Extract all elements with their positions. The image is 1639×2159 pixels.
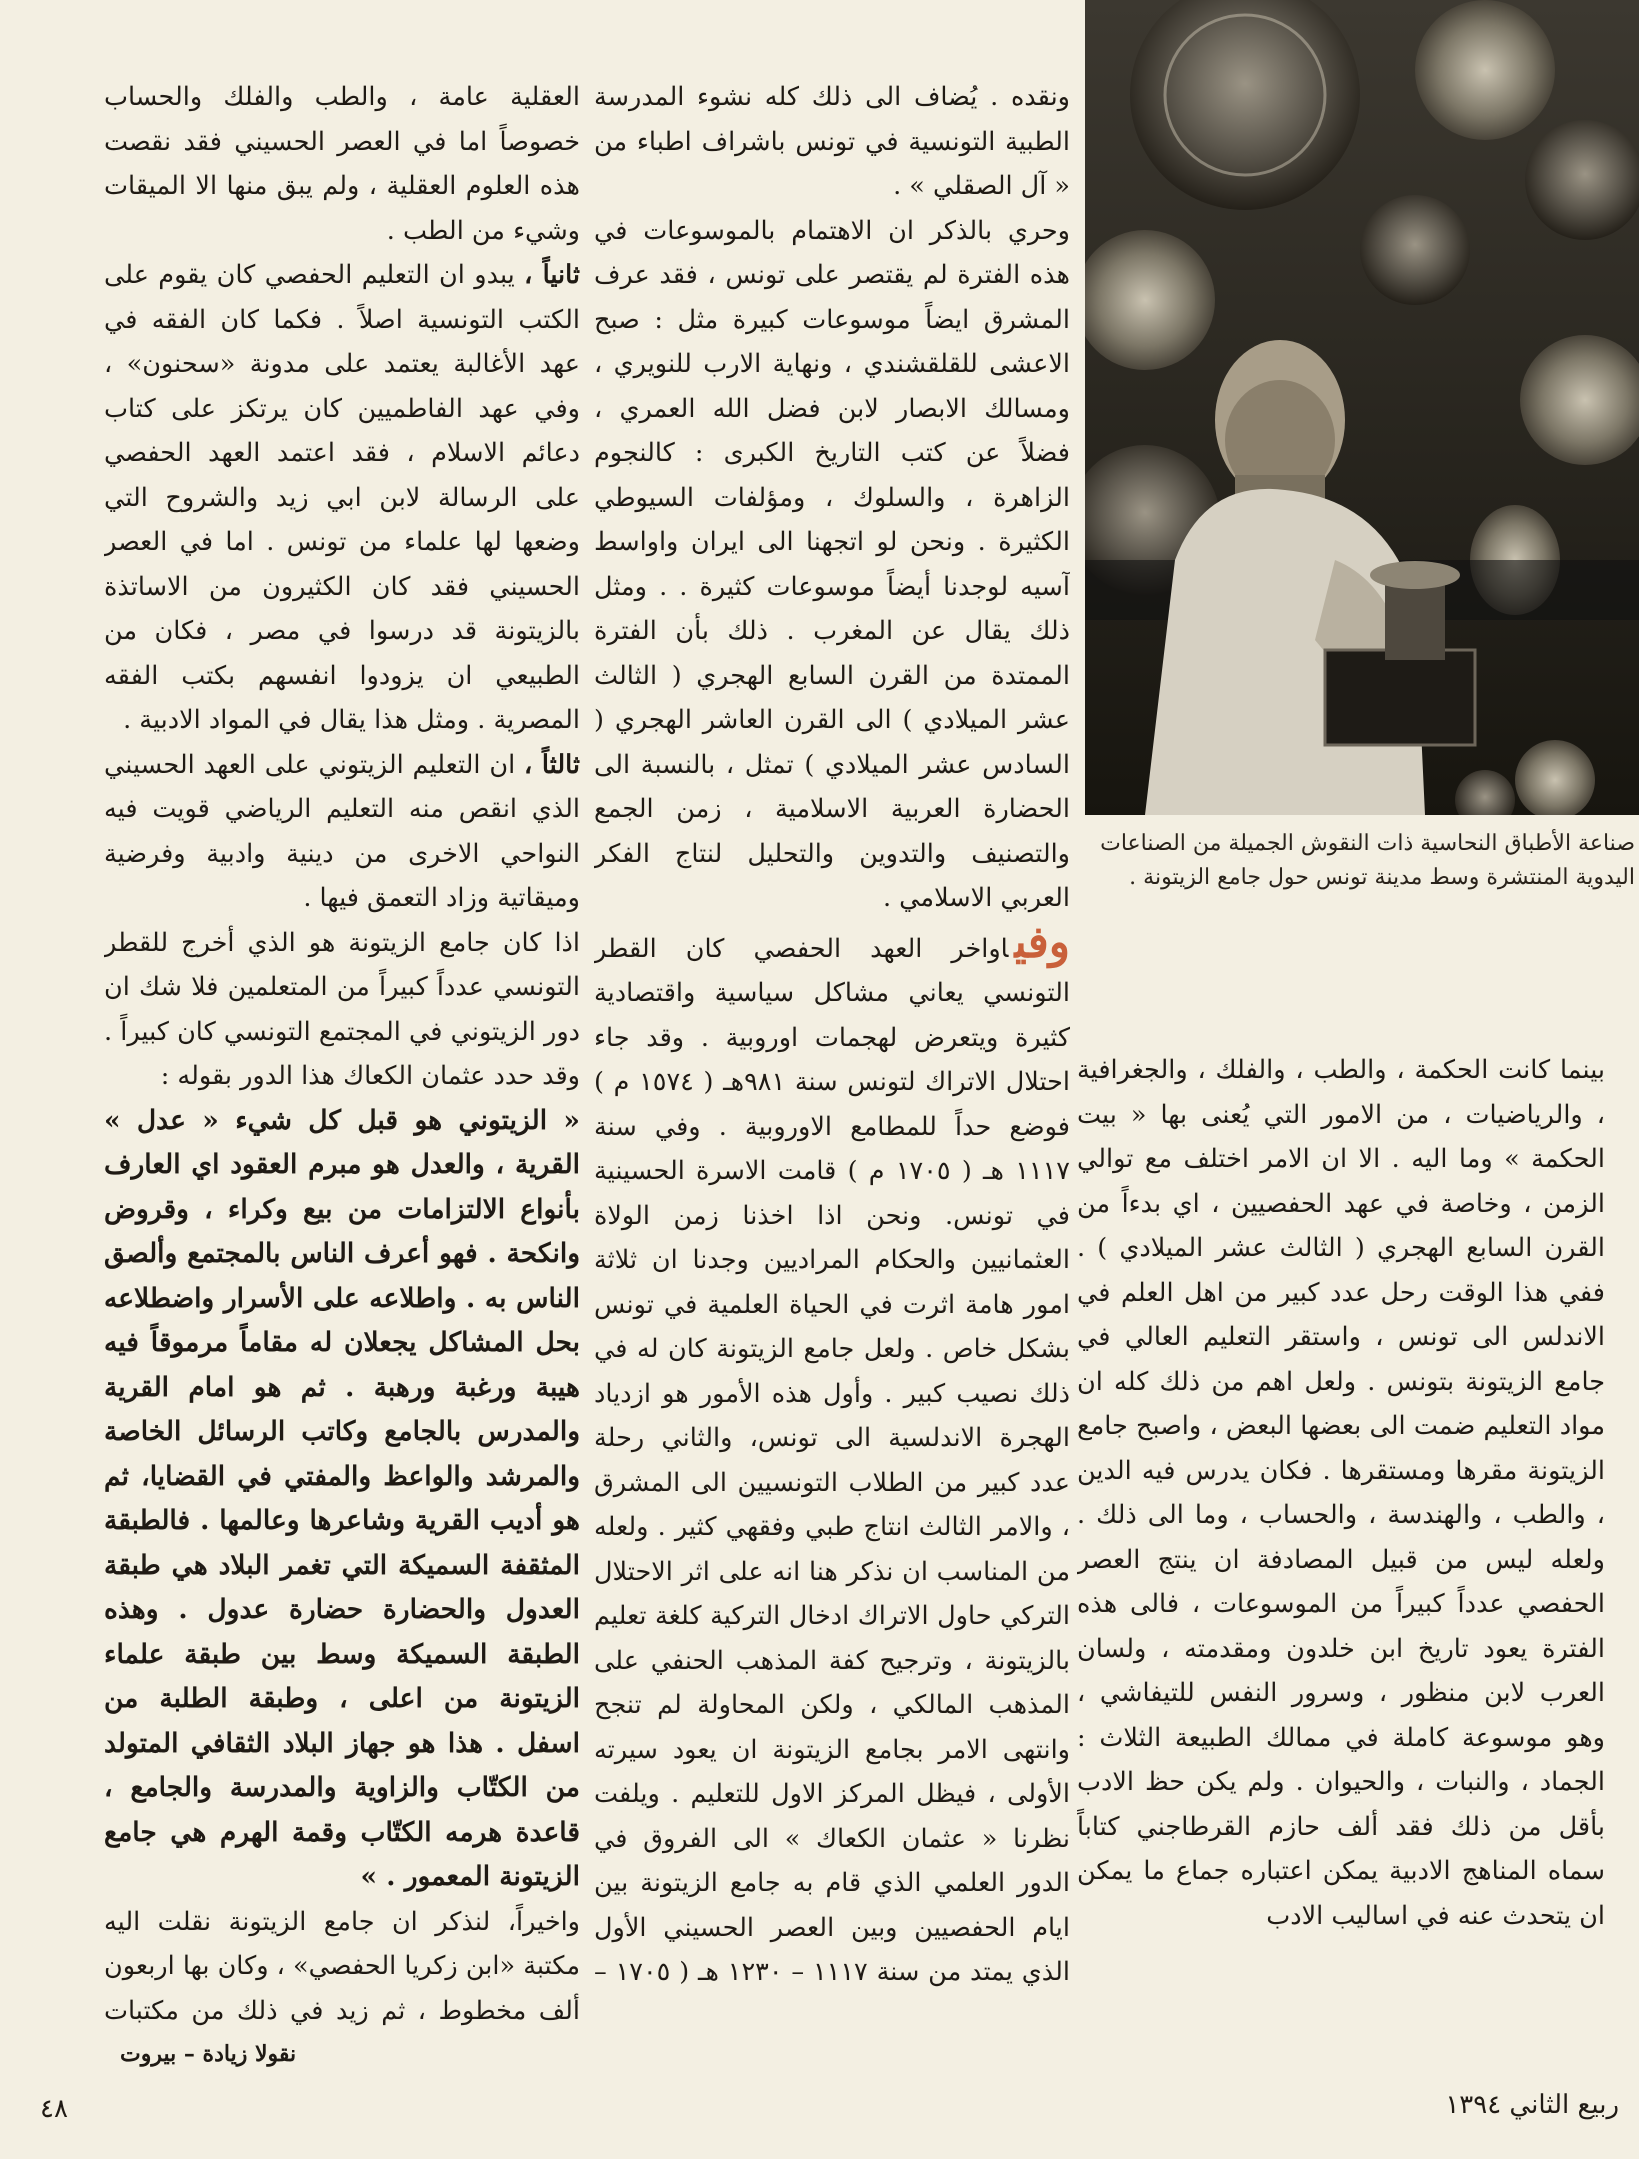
paragraph: اذا كان جامع الزيتونة هو الذي أخرج للقطر التونسي عدداً كبيراً من المتعلمين فلا شك ان دور الزيتوني في المجتمع التونسي كان كبيراً . وقد حدد عثمان الكعاك هذا الدور بقوله :: [104, 927, 580, 1091]
paragraph: العقلية عامة ، والطب والفلك والحساب خصوصاً اما في العصر الحسيني فقد نقصت هذه العلوم العقلية ، ولم يبق منها الا الميقات وشيء من الطب .: [104, 82, 580, 246]
paragraph: ونقده . يُضاف الى ذلك كله نشوء المدرسة الطبية التونسية في تونس باشراف اطباء من « آل الصقلي » .: [594, 82, 1070, 201]
photo-caption: صناعة الأطباق النحاسية ذات النقوش الجميلة من الصناعات اليدوية المنتشرة وسط مدينة تونس حول جامع الزيتونة .: [1100, 831, 1635, 890]
article-column-middle: [594, 75, 1070, 2000]
paragraph-with-dropcap: [594, 916, 1070, 2001]
paragraph: [104, 743, 580, 921]
paragraph-text: يبدو ان التعليم الحفصي كان يقوم على الكتب التونسية اصلاً . فكما كان الفقه في عهد الأغالبة يعتمد على مدونة «سحنون» ، وفي عهد الفاطميين كان يرتكز على كتاب دعائم الاسلام ، فقد اعتمد العهد الحفصي على الرسالة لابن ابي زيد والشروح التي وضعها لها علماء من تونس . اما في العصر الحسيني فقد كان الكثيرون من الاساتذة بالزيتونة قد درسوا في مصر ، فكان من الطبيعي ان يزودوا انفسهم بكتب الفقه المصرية . ومثل هذا يقال في المواد الادبية .: [104, 260, 580, 735]
paragraph-text: ان التعليم الزيتوني على العهد الحسيني الذي انقص منه التعليم الرياضي قويت فيه النواحي الاخرى من دينية وادبية وفرضية وميقاتية وزاد التعمق فيها .: [104, 749, 580, 913]
paragraph: بينما كانت الحكمة ، والطب ، والفلك ، والجغرافية ، والرياضيات ، من الامور التي يُعنى بها « بيت الحكمة » وما اليه . الا ان الامر اختلف مع توالي الزمن ، وخاصة في عهد الحفصيين ، اي بدءاً من القرن السابع الهجري ( الثالث عشر الميلادي ) . ففي هذا الوقت رحل عدد كبير من اهل العلم في الاندلس الى تونس ، واستقر التعليم العالي في جامع الزيتونة بتونس . ولعل اهم من ذلك كله ان مواد التعليم ضمت الى بعضها البعض ، واصبح جامع الزيتونة مقرها ومستقرها . فكان يدرس فيه الدين ، والطب ، والهندسة ، والحساب ، وما الى ذلك . ولعله ليس من قبيل المصادفة ان ينتج العصر الحفصي عدداً كبيراً من الموسوعات ، فالى هذه الفترة يعود تاريخ ابن خلدون ومقدمته ، ولسان العرب لابن منظور ، وسرور النفس للتيفاشي ، وهو موسوعة كاملة في ممالك الطبيعة الثلاث : الجماد ، والنبات ، والحيوان . ولم يكن حظ الادب بأقل من ذلك فقد ألف حازم القرطاجني كتاباً سماه المناهج الادبية يمكن اعتباره جماع ما يمكن ان يتحدث عنه في اساليب الادب: [1077, 1055, 1605, 1931]
photo-coppersmith: [1085, 0, 1639, 815]
point-label: ثانياً ،: [524, 260, 580, 290]
block-quote: « الزيتوني هو قبل كل شيء « عدل » القرية ، والعدل هو مبرم العقود اي العارف بأنواع الالتزامات من بيع وكراء ، وقروض وانكحة . فهو أعرف الناس بالمجتمع وألصق الناس به . واطلاعه على الأسرار واضطلاعه بحل المشاكل يجعلان له مقاماً مرموقاً فيه هيبة ورغبة ورهبة . ثم هو امام القرية والمدرس بالجامع وكاتب الرسائل الخاصة والمرشد والواعظ والمفتي في القضايا، ثم هو أديب القرية وشاعرها وعالمها . فالطبقة المثقفة السميكة التي تغمر البلاد هي طبقة العدول والحضارة حضارة عدول . وهذه الطبقة السميكة وسط بين طبقة علماء الزيتونة من اعلى ، وطبقة الطلبة من اسفل . هذا هو جهاز البلاد الثقافي المتولد من الكتّاب والزاوية والمدرسة والجامع ، قاعدة هرمه الكتّاب وقمة الهرم هي جامع الزيتونة المعمور . »: [104, 1104, 580, 1892]
paragraph: [104, 253, 580, 743]
article-column-left: [104, 75, 580, 2035]
issue-date: ربيع الثاني ١٣٩٤: [1445, 2090, 1619, 2120]
point-label: ثالثاً ،: [524, 749, 580, 780]
paragraph: وحري بالذكر ان الاهتمام بالموسوعات في هذه الفترة لم يقتصر على تونس ، فقد عرف المشرق ايضاً موسوعات كبيرة مثل : صبح الاعشى للقلقشندي ، ونهاية الارب للنويري ، ومسالك الابصار لابن فضل الله العمري ، فضلاً عن كتب التاريخ الكبرى : كالنجوم الزاهرة ، والسلوك ، ومؤلفات السيوطي الكثيرة . ونحن لو اتجهنا الى ايران واواسط آسيه لوجدنا أيضاً موسوعات كثيرة . . ومثل ذلك يقال عن المغرب . ذلك بأن الفترة الممتدة من القرن السابع الهجري ( الثالث عشر الميلادي ) الى القرن العاشر الهجري ( السادس عشر الميلادي ) تمثل ، بالنسبة الى الحضارة العربية الاسلامية ، زمن الجمع والتصنيف والتدوين والتحليل لنتاج الفكر العربي الاسلامي .: [594, 215, 1070, 913]
article-column-right: [1077, 1048, 1605, 1998]
page-number: ٤٨: [40, 2094, 68, 2124]
dropcap: وفي: [1014, 916, 1070, 968]
paragraph-text: اواخر العهد الحفصي كان القطر التونسي يعاني مشاكل سياسية واقتصادية كثيرة ويتعرض لهجمات اوروبية . وقد جاء احتلال الاتراك لتونس سنة ٩٨١هـ ( ١٥٧٤ م ) فوضع حداً للمطامع الاوروبية . وفي سنة ١١١٧ هـ ( ١٧٠٥ م ) قامت الاسرة الحسينية في تونس. ونحن اذا اخذنا زمن الولاة العثمانيين والحكام المراديين وجدنا ان ثلاثة امور هامة اثرت في الحياة العلمية في تونس بشكل خاص . ولعل جامع الزيتونة كان له في ذلك نصيب كبير . وأول هذه الأمور هو ازدياد الهجرة الاندلسية الى تونس، والثاني رحلة عدد كبير من الطلاب التونسيين الى المشرق ، والامر الثالث انتاج طبي وفقهي كثير . ولعله من المناسب ان نذكر هنا انه على اثر الاحتلال التركي حاول الاتراك ادخال التركية كلغة تعليم بالزيتونة ، وترجيح كفة المذهب الحنفي على المذهب المالكي ، ولكن المحاولة لم تنجح وانتهى الامر بجامع الزيتونة ان يعود سيرته الأولى ، فيظل المركز الاول للتعليم . ويلفت نظرنا « عثمان الكعاك » الى الفروق في الدور العلمي الذي قام به جامع الزيتونة بين ايام الحفصيين وبين العصر الحسيني الأول الذي يمتد من سنة ١١١٧ – ١٢٣٠ هـ ( ١٧٠٥ –: [594, 933, 1070, 1987]
paragraph: واخيراً، لنذكر ان جامع الزيتونة نقلت اليه مكتبة «ابن زكريا الحفصي» ، وكان بها اربعون ألف مخطوط ، ثم زيد في ذلك من مكتبات: [104, 1906, 580, 2026]
photo-coppersmith-artisan-icon: [1085, 0, 1639, 815]
author-byline: نقولا زيادة – بيروت: [120, 2041, 297, 2067]
